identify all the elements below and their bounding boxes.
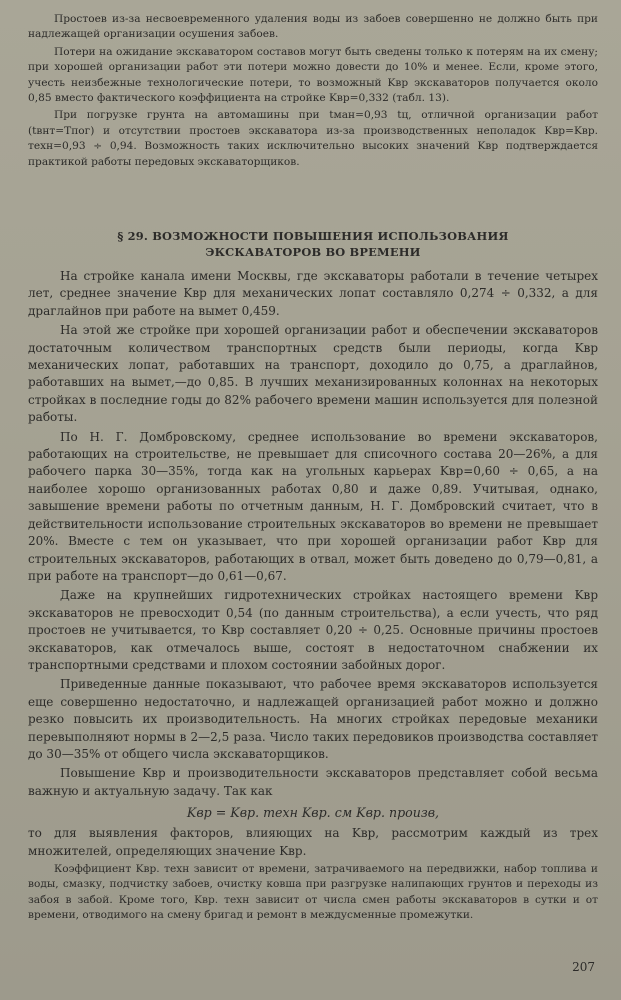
formula: Kвр = Kвр. техн Kвр. см Kвр. произв, — [186, 805, 440, 821]
paragraph-dombrovsky: По Н. Г. Домбровскому, среднее использование во времени экскаваторов, работающих на строительстве, не превышает для списочного состава 20—26%, а для рабочего парка 30—35%, тогда как на угольных карьерах Kвр=0,60 ÷ 0,65, а на наиболее хорошо организованных работах 0,80 и даже 0,89. Учитывая, однако, завышение времени работы по отчетным данным, Н. Г. Домбровский считает, что в действительности использование строительных экскаваторов во времени не превышает 20%. Вместе с тем он указывает, что при хорошей организации работ Kвр для строительных экскаваторов, работающих в отвал, может быть доведено до 0,79—0,81, а при работе на транспорт—до 0,61—0,67. — [28, 429, 598, 583]
section-title-line2: ЭКСКАВАТОРОВ ВО ВРЕМЕНИ — [205, 245, 421, 259]
page-number: 207 — [572, 960, 595, 974]
main-text-block — [28, 268, 598, 926]
paragraph-increase: Повышение Kвр и производительности экскаваторов представляет собой весьма важную и актуальную задачу. Так как — [28, 766, 598, 798]
paragraph-moscow-canal: На стройке канала имени Москвы, где экскаваторы работали в течение четырех лет, среднее значение Kвр для механических лопат составляло 0,274 ÷ 0,332, а для драглайнов при работе на вымет 0,459. — [28, 269, 598, 318]
paragraph-coefficient: Коэффициент Kвр. техн зависит от времени, затрачиваемого на передвижки, набор топлива и воды, смазку, подчистку забоев, очистку ковша при разгрузке налипающих грунтов и переходы из забоя в забой. Кроме того, Kвр. техн зависит от числа смен работы экскаваторов в сутки и от времени, отводимого на смену бригад и ремонт в междусменные промежутки. — [28, 863, 598, 922]
paragraph-truck-loading: При погрузке грунта на автомашины при tман=0,93 tц, отличной организации работ (tвнт=Tпог) и отсутствии простоев экскаватора из-за производственных неполадок Kвр=Kвр. техн=0,93 ÷ 0,94. Возможность таких исключительно высоких значений Kвр подтверждается практикой работы передовых экскаваторщиков. — [28, 109, 598, 168]
paragraph-hydro-projects: Даже на крупнейших гидротехнических стройках настоящего времени Kвр экскаваторов не превосходит 0,54 (по данным строительства), а если учесть, что ряд простоев не учитывается, то Kвр составляет 0,20 ÷ 0,25. Основные причины простоев экскаваторов, как отмечалось выше, состоят в недостаточном снабжении их транспортными средствами и плохом состоянии забойных дорог. — [28, 588, 598, 672]
section-title-line1: § 29. ВОЗМОЖНОСТИ ПОВЫШЕНИЯ ИСПОЛЬЗОВАНИЯ — [117, 229, 509, 243]
paragraph-drainage: Простоев из-за несвоевременного удаления воды из забоев совершенно не должно быть при надлежащей организации осушения забоев. — [28, 13, 598, 41]
paragraph-after-formula: то для выявления факторов, влияющих на Kвр, рассмотрим каждый из трех множителей, определяющих значение Kвр. — [28, 826, 598, 858]
paragraph-data-shows: Приведенные данные показывают, что рабочее время экскаваторов используется еще совершенно недостаточно, и надлежащей организацией работ можно и должно резко повысить их производительность. На многих стройках передовые механики перевыполняют нормы в 2—2,5 раза. Число таких передовиков производства составляет до 30—35% от общего числа экскаваторщиков. — [28, 677, 598, 761]
paragraph-good-organization: На этой же стройке при хорошей организации работ и обеспечении экскаваторов достаточным количеством транспортных средств были периоды, когда Kвр механических лопат, работавших на транспорт, доходило до 0,75, а драглайнов, работавших на вымет,—до 0,85. В лучших механизированных колоннах на некоторых стройках в последние годы до 82% рабочего времени машин используется для полезной работы. — [28, 323, 598, 425]
top-text-block — [28, 12, 598, 172]
section-heading — [28, 228, 598, 260]
paragraph-waiting-losses: Потери на ожидание экскаватором составов могут быть сведены только к потерям на их смену; при хорошей организации работ эти потери можно довести до 10% и менее. Если, кроме этого, учесть неизбежные технологические потери, то возможный Kвр экскаваторов получается около 0,85 вместо фактического коэффициента на стройке Kвр=0,332 (табл. 13). — [28, 45, 598, 105]
